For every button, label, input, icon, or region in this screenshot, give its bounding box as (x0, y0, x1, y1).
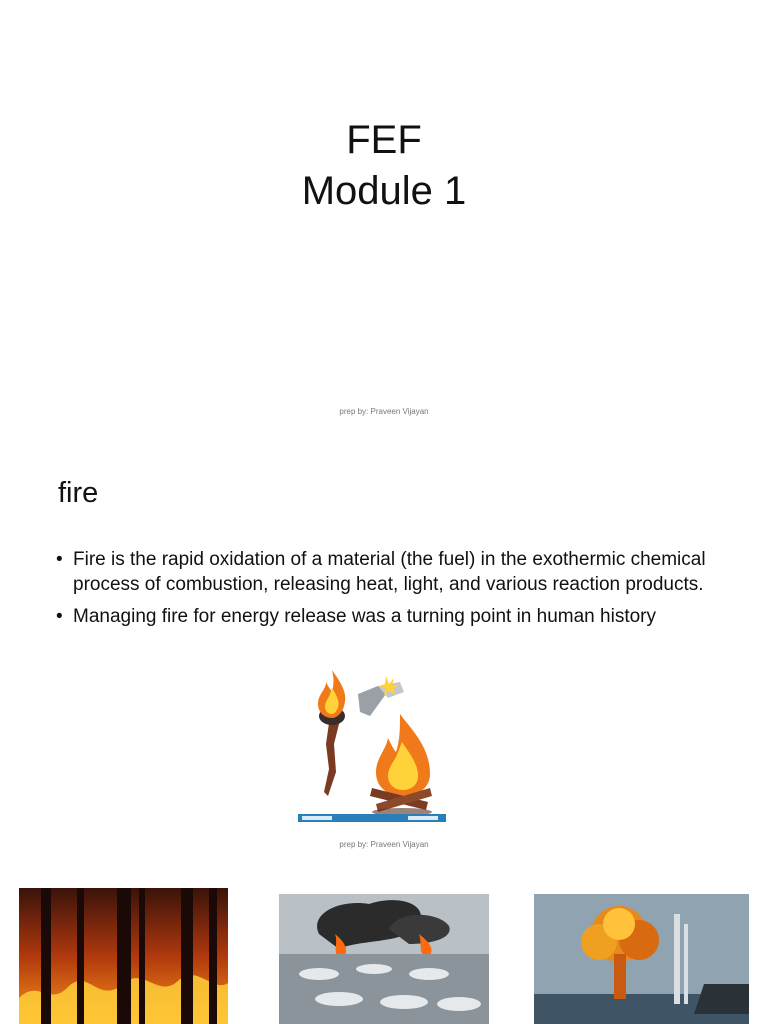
bullet-item: • Fire is the rapid oxidation of a material (the fuel) in the exothermic chemical process of combustion, releasing heat, light, and various reaction products. (56, 549, 706, 595)
slide-footer: prep by: Praveen Vijayan (339, 407, 429, 416)
refinery-fire-photo (279, 894, 489, 1024)
slide-footer: prep by: Praveen Vijayan (339, 840, 429, 849)
bullet-list (56, 548, 746, 638)
fire-clipart (296, 664, 448, 826)
fire-slide (0, 432, 768, 864)
bullet-text: Managing fire for energy release was a turning point in human history (73, 606, 656, 627)
campfire-icon (370, 714, 432, 816)
title-slide (0, 0, 768, 432)
torch-icon (318, 670, 345, 796)
title-line-1: FEF (346, 118, 422, 162)
slide-title (0, 115, 768, 217)
bullet-text: Fire is the rapid oxidation of a material (the fuel) in the exothermic chemical process of combustion, releasing heat, light, and various reaction products. (73, 549, 706, 595)
explosion-photo (534, 894, 749, 1024)
slide-heading: fire (58, 477, 99, 509)
title-line-2: Module 1 (301, 169, 467, 213)
bullet-item: • Managing fire for energy release was a turning point in human history (56, 606, 656, 627)
photo-slide (0, 864, 768, 1024)
flint-stone-icon (358, 676, 404, 716)
forest-fire-photo (19, 888, 228, 1024)
